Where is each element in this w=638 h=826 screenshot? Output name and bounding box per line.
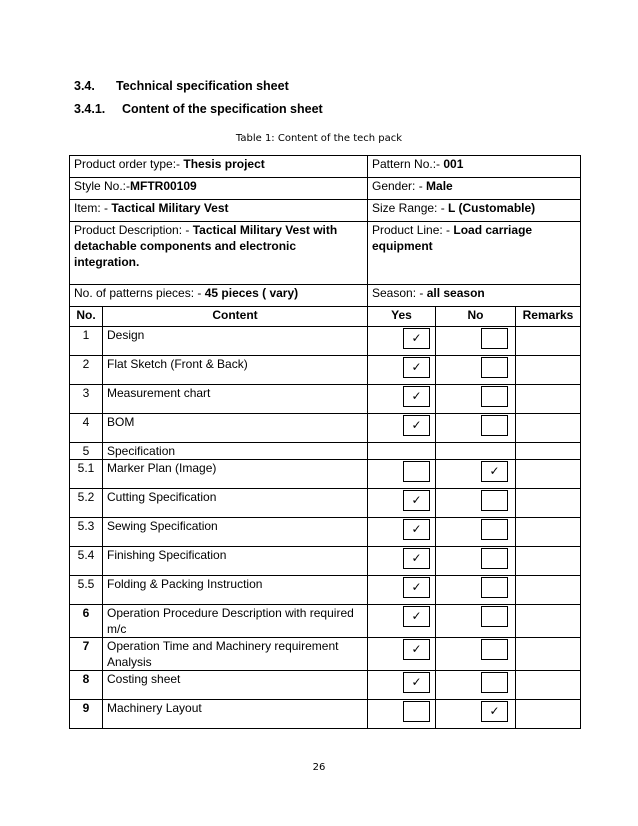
row-content: BOM — [103, 414, 368, 443]
remarks-cell — [516, 671, 581, 700]
yes-checkbox[interactable] — [403, 701, 430, 722]
no-checkbox[interactable] — [481, 519, 508, 540]
section-number: 3.4. — [74, 79, 95, 93]
row-number: 5.5 — [70, 576, 103, 605]
yes-checkbox[interactable]: ✓ — [403, 357, 430, 378]
yes-cell — [368, 518, 436, 547]
yes-checkbox[interactable]: ✓ — [403, 548, 430, 569]
remarks-cell — [516, 576, 581, 605]
no-checkbox[interactable] — [481, 672, 508, 693]
row-content: Specification — [103, 443, 368, 460]
row-number: 6 — [70, 605, 103, 638]
row-number: 3 — [70, 385, 103, 414]
yes-cell — [368, 460, 436, 489]
order-type-cell: Product order type:- Thesis project — [70, 156, 368, 178]
row-content: Measurement chart — [103, 385, 368, 414]
header-yes: Yes — [368, 307, 436, 327]
remarks-cell — [516, 638, 581, 671]
info-row — [70, 156, 581, 178]
pattern-no-cell: Pattern No.:- 001 — [368, 156, 581, 178]
no-cell — [436, 518, 516, 547]
yes-cell — [368, 414, 436, 443]
no-cell — [436, 489, 516, 518]
remarks-cell — [516, 327, 581, 356]
row-number: 5.1 — [70, 460, 103, 489]
no-cell — [436, 327, 516, 356]
no-checkbox[interactable] — [481, 415, 508, 436]
header-no: No. — [70, 307, 103, 327]
row-content: Marker Plan (Image) — [103, 460, 368, 489]
header-no-col: No — [436, 307, 516, 327]
row-number: 2 — [70, 356, 103, 385]
no-checkbox[interactable] — [481, 490, 508, 511]
no-checkbox[interactable] — [481, 577, 508, 598]
info-row — [70, 178, 581, 200]
table-row — [70, 327, 581, 356]
pattern-pieces-cell: No. of patterns pieces: - 45 pieces ( vary) — [70, 285, 368, 307]
table-row — [70, 518, 581, 547]
yes-cell — [368, 700, 436, 729]
table-caption: Table 1: Content of the tech pack — [235, 133, 403, 144]
remarks-cell — [516, 443, 581, 460]
no-cell — [436, 414, 516, 443]
row-content: Operation Procedure Description with required m/c — [103, 605, 368, 638]
no-cell — [436, 605, 516, 638]
remarks-cell — [516, 356, 581, 385]
yes-cell — [368, 356, 436, 385]
no-cell — [436, 576, 516, 605]
table-row — [70, 547, 581, 576]
info-row — [70, 200, 581, 222]
remarks-cell — [516, 414, 581, 443]
table-row — [70, 576, 581, 605]
style-no-cell: Style No.:-MFTR00109 — [70, 178, 368, 200]
table-header-row — [70, 307, 581, 327]
no-cell — [436, 700, 516, 729]
no-cell — [436, 356, 516, 385]
table-row — [70, 460, 581, 489]
yes-checkbox[interactable]: ✓ — [403, 415, 430, 436]
row-content: Cutting Specification — [103, 489, 368, 518]
table-row — [70, 414, 581, 443]
yes-cell — [368, 671, 436, 700]
yes-cell — [368, 576, 436, 605]
table-row — [70, 385, 581, 414]
remarks-cell — [516, 605, 581, 638]
table-row — [70, 700, 581, 729]
yes-cell — [368, 443, 436, 460]
remarks-cell — [516, 460, 581, 489]
no-checkbox[interactable] — [481, 328, 508, 349]
row-number: 9 — [70, 700, 103, 729]
row-number: 4 — [70, 414, 103, 443]
yes-cell — [368, 605, 436, 638]
row-number: 5.4 — [70, 547, 103, 576]
row-content: Finishing Specification — [103, 547, 368, 576]
page-number: 26 — [312, 762, 326, 773]
table-row — [70, 671, 581, 700]
row-number: 1 — [70, 327, 103, 356]
section-heading — [74, 79, 289, 93]
header-content: Content — [103, 307, 368, 327]
row-content: Folding & Packing Instruction — [103, 576, 368, 605]
info-row — [70, 285, 581, 307]
tech-pack-table — [69, 155, 581, 729]
table-row — [70, 443, 581, 460]
no-cell — [436, 460, 516, 489]
no-cell — [436, 671, 516, 700]
yes-checkbox[interactable]: ✓ — [403, 328, 430, 349]
table-row — [70, 356, 581, 385]
no-checkbox[interactable]: ✓ — [481, 461, 508, 482]
yes-cell — [368, 547, 436, 576]
yes-checkbox[interactable]: ✓ — [403, 606, 430, 627]
row-content: Machinery Layout — [103, 700, 368, 729]
row-number: 5.2 — [70, 489, 103, 518]
yes-checkbox[interactable]: ✓ — [403, 386, 430, 407]
no-cell — [436, 547, 516, 576]
table-row — [70, 638, 581, 671]
remarks-cell — [516, 489, 581, 518]
yes-cell — [368, 327, 436, 356]
row-number: 5.3 — [70, 518, 103, 547]
remarks-cell — [516, 518, 581, 547]
product-line-cell: Product Line: - Load carriage equipment — [368, 222, 581, 285]
subsection-heading — [74, 102, 323, 116]
no-checkbox[interactable]: ✓ — [481, 701, 508, 722]
row-content: Costing sheet — [103, 671, 368, 700]
season-cell: Season: - all season — [368, 285, 581, 307]
yes-checkbox[interactable]: ✓ — [403, 577, 430, 598]
row-content: Flat Sketch (Front & Back) — [103, 356, 368, 385]
remarks-cell — [516, 547, 581, 576]
item-cell: Item: - Tactical Military Vest — [70, 200, 368, 222]
subsection-title: Content of the specification sheet — [122, 102, 323, 116]
size-range-cell: Size Range: - L (Customable) — [368, 200, 581, 222]
no-cell — [436, 638, 516, 671]
yes-cell — [368, 489, 436, 518]
yes-checkbox[interactable]: ✓ — [403, 490, 430, 511]
row-number: 7 — [70, 638, 103, 671]
gender-cell: Gender: - Male — [368, 178, 581, 200]
row-content: Operation Time and Machinery requirement Analysis — [103, 638, 368, 671]
product-description-cell: Product Description: - Tactical Military Vest with detachable components and electronic integration. — [70, 222, 368, 285]
remarks-cell — [516, 700, 581, 729]
row-number: 8 — [70, 671, 103, 700]
yes-checkbox[interactable]: ✓ — [403, 672, 430, 693]
yes-cell — [368, 638, 436, 671]
yes-cell — [368, 385, 436, 414]
no-checkbox[interactable] — [481, 606, 508, 627]
row-content: Sewing Specification — [103, 518, 368, 547]
row-content: Design — [103, 327, 368, 356]
no-checkbox[interactable] — [481, 548, 508, 569]
row-number: 5 — [70, 443, 103, 460]
no-checkbox[interactable] — [481, 639, 508, 660]
info-row — [70, 222, 581, 285]
section-title: Technical specification sheet — [116, 79, 289, 93]
table-row — [70, 489, 581, 518]
header-remarks: Remarks — [516, 307, 581, 327]
no-checkbox[interactable] — [481, 386, 508, 407]
no-cell — [436, 385, 516, 414]
yes-checkbox[interactable] — [403, 461, 430, 482]
subsection-number: 3.4.1. — [74, 102, 106, 116]
table-row — [70, 605, 581, 638]
yes-checkbox[interactable]: ✓ — [403, 519, 430, 540]
no-checkbox[interactable] — [481, 357, 508, 378]
no-cell — [436, 443, 516, 460]
remarks-cell — [516, 385, 581, 414]
yes-checkbox[interactable]: ✓ — [403, 639, 430, 660]
